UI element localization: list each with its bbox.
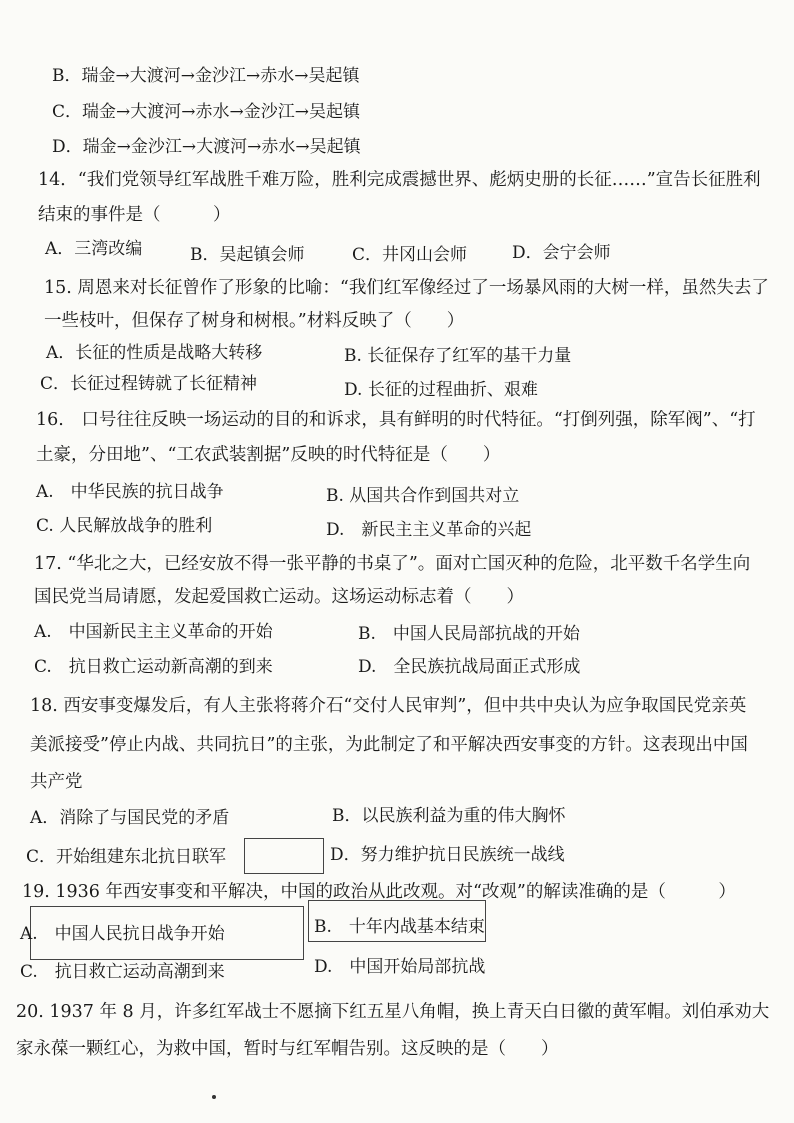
q14-option-a: A．三湾改编: [45, 239, 143, 259]
q15-stem-line1: 15. 周恩来对长征曾作了形象的比喻：“我们红军像经过了一场暴风雨的大树一样，虽然失去了: [44, 278, 769, 298]
q18-option-a: A．消除了与国民党的矛盾: [30, 808, 230, 828]
q15-option-b: B. 长征保存了红军的基干力量: [344, 346, 572, 366]
q18-option-d: D．努力维护抗日民族统一战线: [330, 845, 565, 865]
q16-option-c: C. 人民解放战争的胜利: [36, 516, 213, 536]
q17-stem-line1: 17. “华北之大，已经安放不得一张平静的书桌了”。面对亡国灭种的危险，北平数千名学生向: [34, 554, 751, 574]
q17-option-d: D. 全民族抗战局面正式形成: [358, 657, 581, 677]
q15-option-c: C．长征过程铸就了长征精神: [40, 374, 258, 394]
q15-option-a: A．长征的性质是战略大转移: [46, 343, 263, 363]
q18-stem-line1: 18. 西安事变爆发后，有人主张将蒋介石“交付人民审判”，但中共中央认为应争取国民党亲英: [30, 696, 747, 716]
q13-option-b: B．瑞金→大渡河→金沙江→赤水→吴起镇: [52, 66, 360, 86]
q16-option-b: B. 从国共合作到国共对立: [326, 486, 520, 506]
bleed-through-text: [470, 100, 610, 120]
q19-option-a: A. 中国人民抗日战争开始: [20, 924, 225, 944]
q15-option-d: D. 长征的过程曲折、艰难: [344, 380, 538, 400]
q19-option-d: D. 中国开始局部抗战: [314, 957, 486, 977]
q19-option-b: B. 十年内战基本结束: [314, 917, 485, 937]
q16-stem-line1: 16. 口号往往反映一场运动的目的和诉求，具有鲜明的时代特征。“打倒列强，除军阀”、“打: [36, 410, 756, 430]
q19-option-c: C. 抗日救亡运动高潮到来: [20, 962, 225, 982]
q14-stem-line2: 结束的事件是（ ）: [38, 205, 231, 225]
q19-stem: 19. 1936 年西安事变和平解决，中国的政治从此改观。对“改观”的解读准确的是（ ）: [22, 882, 736, 902]
q15-stem-line2: 一些枝叶，但保存了树身和树根。”材料反映了（ ）: [44, 311, 465, 331]
q18-stem-line2: 美派接受”停止内战、共同抗日”的主张，为此制定了和平解决西安事变的方针。这表现出中国: [30, 735, 748, 755]
q20-stem-line2: 家永葆一颗红心，为救中国，暂时与红军帽告别。这反映的是（ ）: [16, 1039, 559, 1059]
q16-option-d: D. 新民主主义革命的兴起: [326, 520, 532, 540]
q17-option-b: B. 中国人民局部抗战的开始: [358, 624, 580, 644]
q16-stem-line2: 土豪，分田地”、“工农武装割据”反映的时代特征是（ ）: [36, 445, 501, 465]
q16-option-a: A. 中华民族的抗日战争: [36, 482, 224, 502]
q14-option-d: D．会宁会师: [512, 243, 611, 263]
q14-stem-line1: 14．“我们党领导红军战胜千难万险，胜利完成震撼世界、彪炳史册的长征……”宣告长征胜利: [38, 170, 761, 190]
blank-box: [244, 838, 324, 874]
q17-option-c: C. 抗日救亡运动新高潮的到来: [34, 657, 273, 677]
q18-option-b: B．以民族利益为重的伟大胸怀: [332, 806, 566, 826]
q14-option-c: C．井冈山会师: [352, 245, 468, 265]
q20-stem-line1: 20. 1937 年 8 月，许多红军战士不愿摘下红五星八角帽，换上青天白日徽的黄军帽。刘伯承劝大: [16, 1002, 770, 1022]
q13-option-c: C．瑞金→大渡河→赤水→金沙江→吴起镇: [52, 102, 360, 122]
q18-stem-line3: 共产党: [30, 772, 83, 792]
q18-option-c: C．开始组建东北抗日联军: [26, 847, 227, 867]
q17-option-a: A. 中国新民主主义革命的开始: [34, 622, 273, 642]
q17-stem-line2: 国民党当局请愿，发起爱国救亡运动。这场运动标志着（ ）: [34, 587, 524, 607]
page-mark: [212, 1095, 216, 1099]
q13-option-d: D．瑞金→金沙江→大渡河→赤水→吴起镇: [52, 137, 361, 157]
q14-option-b: B．吴起镇会师: [190, 245, 305, 265]
